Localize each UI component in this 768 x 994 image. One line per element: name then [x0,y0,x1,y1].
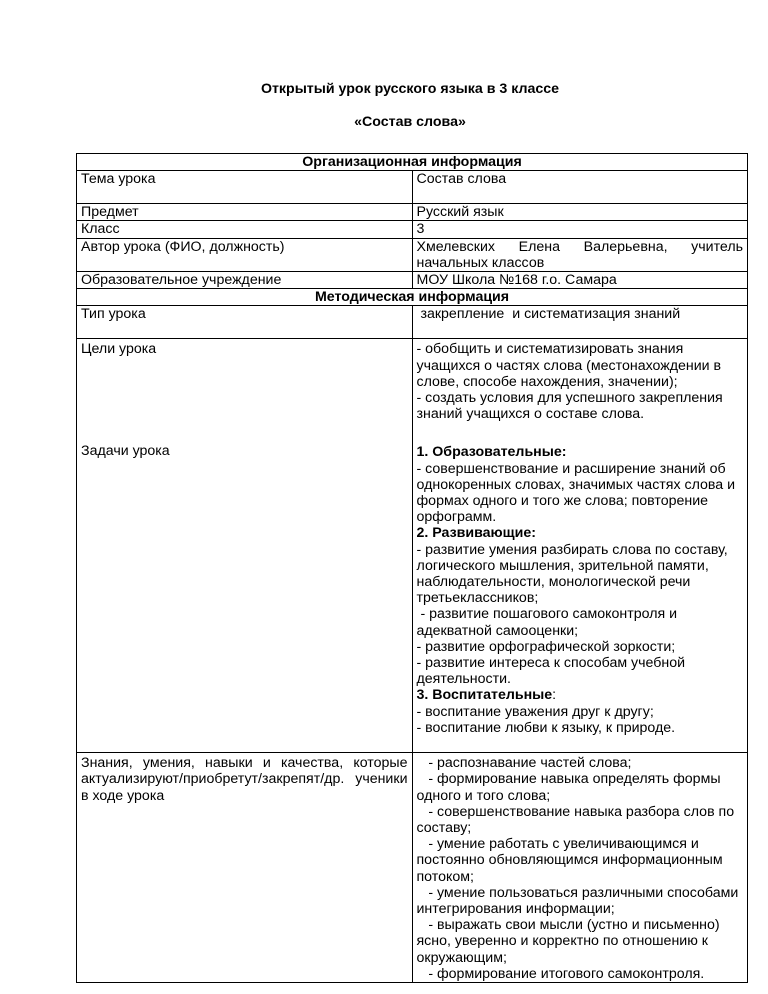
skill-item: - распознавание частей слова; [416,755,632,772]
lesson-info-table [76,153,748,983]
skills-label: Знания, умения, навыки и качества, которые актуализируют/приобретут/закрепят/др. ученики в ходе урока [77,753,413,983]
row-label: Класс [77,221,413,238]
goals-label: Цели урока [81,341,157,358]
document-title: Открытый урок русского языка в 3 классе [260,81,560,97]
task-section-colon: : [552,687,557,704]
row-value: 3 [412,221,748,238]
skill-item: - выражать свои мысли (устно и письменно) ясно, уверенно и корректно по отношению к окружающим; [416,917,724,966]
task-item: - развитие орфографической зоркости; [416,638,676,655]
row-label [77,339,413,753]
method-section-header: Методическая информация [77,289,748,306]
org-section-header: Организационная информация [77,154,748,171]
table-row [77,221,748,238]
table-row [77,306,748,339]
document-subtitle: «Состав слова» [354,114,466,130]
task-item: - развитие интереса к способам учебной деятельности. [416,655,686,688]
tasks-label: Задачи урока [81,442,170,459]
row-label: Предмет [77,204,413,221]
section-header-row [77,154,748,171]
row-value: Русский язык [412,204,748,221]
row-label: Образовательное учреждение [77,272,413,289]
skill-item: - формирование навыка определять формы одного и того слова; [416,771,725,804]
task-item: - развитие пошагового самоконтроля и адекватной самооценки; [416,606,681,639]
task-section-title: 2. Развивающие: [416,525,536,542]
table-row [77,339,748,753]
task-item: - развитие умения разбирать слова по составу, логического мышления, зрительной памяти, наблюдательности, монологической речи третьеклассников; [416,541,728,607]
table-row [77,238,748,271]
task-section-title: 1. Образовательные: [416,444,567,461]
goal-item: - создать условия для успешного закрепления знаний учащихся о составе слова. [416,390,723,423]
table-row [77,204,748,221]
spacer [81,358,408,423]
task-section-title: 3. Воспитательные [416,687,553,704]
table-row [77,171,748,204]
goal-item: - обобщить и систематизировать знания учащихся о частях слова (местонахождении в слове, способе нахождения, значении); [416,341,722,390]
task-item: - воспитание любви к языку, к природе. [416,719,676,736]
task-item: - совершенствование и расширение знаний об однокоренных словах, значимых частях слова и формах одного и того же слова; повторение орфограмм. [416,460,736,526]
row-value: Хмелевских Елена Валерьевна, учитель начальных классов [412,238,748,271]
section-header-row [77,289,748,306]
row-label: Тип урока [77,306,413,339]
task-item: - воспитание уважения друг к другу; [416,703,654,720]
skill-item: - умение пользоваться различными способами интегрирования информации; [416,884,743,917]
goals-and-tasks-cell [412,339,748,753]
row-label: Тема урока [77,171,413,204]
skill-item: - формирование итогового самоконтроля. [416,965,705,982]
row-value: закрепление и систематизация знаний [412,306,748,339]
row-value: МОУ Школа №168 г.о. Самара [412,272,748,289]
row-label: Автор урока (ФИО, должность) [77,238,413,271]
skills-cell [412,753,748,983]
skill-item: - совершенствование навыка разбора слов по составу; [416,803,739,836]
table-row [77,272,748,289]
skill-item: - умение работать с увеличивающимся и постоянно обновляющимся информационным потоком; [416,836,727,885]
task-section-title-line [417,687,744,703]
row-value: Состав слова [412,171,748,204]
table-row [77,753,748,983]
spacer [417,422,744,444]
